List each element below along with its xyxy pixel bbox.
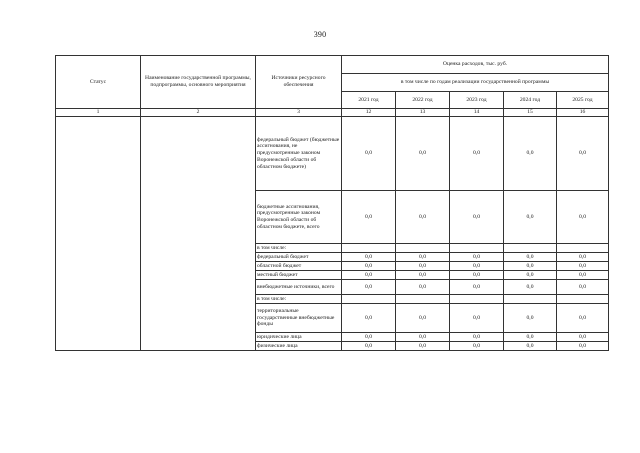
value-cell [557,244,609,253]
value-cell: 0,0 [342,304,396,333]
value-cell: 0,0 [396,304,450,333]
value-cell [504,295,557,304]
status-cell [56,117,141,351]
value-cell: 0,0 [396,280,450,295]
value-cell: 0,0 [504,271,557,280]
source-label: в том числе: [256,244,342,253]
value-cell: 0,0 [557,271,609,280]
source-label: федеральный бюджет (бюджетные ассигнования, не предусмотренные законом Воронежской области об областном бюджете) [256,117,342,191]
column-number: 2 [141,109,256,117]
value-cell: 0,0 [342,191,396,244]
value-cell [450,244,504,253]
value-cell: 0,0 [396,342,450,351]
value-cell: 0,0 [450,342,504,351]
value-cell: 0,0 [396,253,450,262]
header-sources: Источники ресурсного обеспечения [256,56,342,109]
budget-table-body [56,117,609,351]
value-cell: 0,0 [557,333,609,342]
value-cell [396,244,450,253]
value-cell [557,295,609,304]
value-cell: 0,0 [396,191,450,244]
source-label: местный бюджет [256,271,342,280]
value-cell: 0,0 [342,280,396,295]
header-cost-estimate: Оценка расходов, тыс. руб. [342,56,609,74]
value-cell: 0,0 [396,333,450,342]
page-number: 390 [313,30,327,39]
value-cell [342,295,396,304]
value-cell [504,244,557,253]
value-cell: 0,0 [450,191,504,244]
header-year: 2022 год [396,92,450,109]
source-label: федеральный бюджет [256,253,342,262]
value-cell: 0,0 [504,191,557,244]
value-cell: 0,0 [557,262,609,271]
column-number: 12 [342,109,396,117]
value-cell: 0,0 [342,117,396,191]
value-cell: 0,0 [504,262,557,271]
value-cell: 0,0 [557,191,609,244]
value-cell: 0,0 [557,304,609,333]
source-label: юридические лица [256,333,342,342]
value-cell: 0,0 [342,342,396,351]
header-by-years: в том числе по годам реализации государственной программы [342,74,609,92]
value-cell: 0,0 [450,280,504,295]
value-cell: 0,0 [557,280,609,295]
value-cell: 0,0 [450,262,504,271]
source-label: областной бюджет [256,262,342,271]
column-number: 13 [396,109,450,117]
value-cell: 0,0 [450,117,504,191]
value-cell: 0,0 [342,333,396,342]
value-cell: 0,0 [396,117,450,191]
source-label: физические лица [256,342,342,351]
value-cell: 0,0 [557,117,609,191]
budget-table [55,55,609,351]
value-cell: 0,0 [504,304,557,333]
program-name-cell [141,117,256,351]
source-label: внебюджетные источники, всего [256,280,342,295]
value-cell [396,295,450,304]
column-number: 3 [256,109,342,117]
value-cell: 0,0 [342,262,396,271]
header-year: 2021 год [342,92,396,109]
header-name: Наименование государственной программы, подпрограммы, основного мероприятия [141,56,256,109]
header-status: Статус [56,56,141,109]
source-label: территориальные государственные внебюджетные фонды [256,304,342,333]
table-row [56,117,609,191]
value-cell: 0,0 [396,262,450,271]
value-cell: 0,0 [504,342,557,351]
value-cell: 0,0 [342,253,396,262]
value-cell: 0,0 [504,280,557,295]
value-cell: 0,0 [396,271,450,280]
column-number: 16 [557,109,609,117]
value-cell: 0,0 [342,271,396,280]
column-number: 14 [450,109,504,117]
value-cell: 0,0 [504,117,557,191]
header-year: 2023 год [450,92,504,109]
value-cell: 0,0 [450,253,504,262]
value-cell: 0,0 [450,304,504,333]
header-year: 2025 год [557,92,609,109]
source-label: бюджетные ассигнования, предусмотренные законом Воронежской области об областном бюджете, всего [256,191,342,244]
column-number: 1 [56,109,141,117]
value-cell: 0,0 [450,333,504,342]
value-cell: 0,0 [504,333,557,342]
source-label: в том числе: [256,295,342,304]
value-cell: 0,0 [557,342,609,351]
value-cell: 0,0 [450,271,504,280]
value-cell: 0,0 [557,253,609,262]
header-year: 2024 год [504,92,557,109]
value-cell [450,295,504,304]
value-cell: 0,0 [504,253,557,262]
column-number: 15 [504,109,557,117]
value-cell [342,244,396,253]
